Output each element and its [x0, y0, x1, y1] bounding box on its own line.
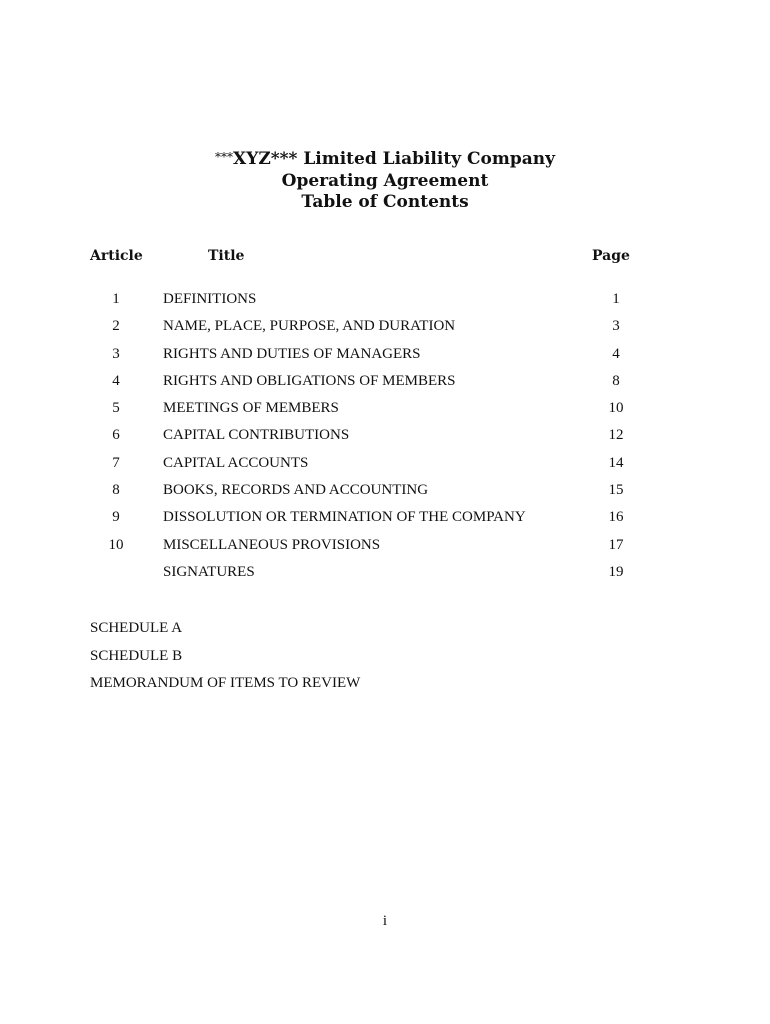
toc-page-number: 15	[608, 482, 624, 499]
toc-article-number: 5	[112, 400, 120, 417]
toc-page-number: 12	[608, 427, 624, 444]
toc-page-number: 10	[608, 400, 624, 417]
toc-row[interactable]	[0, 564, 770, 591]
column-header-article: Article	[90, 248, 143, 264]
column-header-page: Page	[592, 248, 630, 264]
toc-row[interactable]	[0, 537, 770, 564]
page-number: i	[382, 913, 388, 929]
toc-entry-title: SIGNATURES	[163, 563, 255, 580]
toc-row[interactable]	[0, 373, 770, 400]
toc-page-number: 8	[612, 372, 620, 389]
toc-row[interactable]	[0, 455, 770, 482]
toc-row[interactable]	[0, 509, 770, 536]
toc-article-number: 3	[112, 345, 120, 362]
toc-entry-title: BOOKS, RECORDS AND ACCOUNTING	[163, 482, 429, 499]
memorandum-items-to-review[interactable]: MEMORANDUM OF ITEMS TO REVIEW	[90, 675, 361, 691]
toc-entry-title: CAPITAL ACCOUNTS	[163, 454, 309, 471]
toc-page-number: 14	[608, 454, 624, 471]
toc-article-number: 4	[112, 372, 120, 389]
toc-entry-title: MEETINGS OF MEMBERS	[163, 400, 339, 417]
toc-entry-title: RIGHTS AND OBLIGATIONS OF MEMBERS	[163, 372, 456, 389]
toc-page-number: 17	[608, 536, 624, 553]
schedule-list	[90, 620, 360, 703]
document-title	[0, 147, 770, 171]
toc-entry-title: DISSOLUTION OR TERMINATION OF THE COMPANY	[163, 509, 526, 526]
toc-row[interactable]	[0, 400, 770, 427]
document-subtitle: Operating Agreement	[281, 170, 489, 191]
toc-article-number: 7	[112, 454, 120, 471]
toc-row[interactable]	[0, 346, 770, 373]
toc-page-number: 3	[612, 318, 620, 335]
toc-article-number: 2	[112, 318, 120, 335]
toc-list	[0, 291, 770, 591]
toc-row[interactable]	[0, 427, 770, 454]
toc-entry-title: CAPITAL CONTRIBUTIONS	[163, 427, 350, 444]
toc-page-number: 4	[612, 345, 620, 362]
toc-row[interactable]	[0, 482, 770, 509]
toc-article-number: 1	[112, 291, 120, 307]
toc-entry-title: DEFINITIONS	[163, 291, 257, 307]
toc-article-number: 6	[112, 427, 120, 444]
toc-article-number: 10	[108, 536, 124, 553]
title-name: XYZ***	[233, 149, 298, 169]
toc-heading: Table of Contents	[301, 192, 469, 212]
toc-row[interactable]	[0, 318, 770, 345]
schedule-a[interactable]: SCHEDULE A	[90, 620, 183, 636]
schedule-b[interactable]: SCHEDULE B	[90, 647, 183, 664]
toc-page-number: 16	[608, 509, 624, 526]
toc-article-number: 9	[112, 509, 120, 526]
toc-entry-title: NAME, PLACE, PURPOSE, AND DURATION	[163, 318, 456, 335]
column-header-title: Title	[208, 248, 245, 264]
toc-entry-title: RIGHTS AND DUTIES OF MANAGERS	[163, 345, 421, 362]
toc-page-number: 1	[612, 291, 620, 307]
title-rest: Limited Liability Company	[297, 149, 555, 169]
title-prefix: ***	[215, 150, 233, 164]
toc-entry-title: MISCELLANEOUS PROVISIONS	[163, 536, 381, 553]
toc-page-number: 19	[608, 563, 624, 580]
toc-row[interactable]	[0, 291, 770, 318]
document-title-block	[0, 147, 770, 214]
toc-article-number: 8	[112, 482, 120, 499]
